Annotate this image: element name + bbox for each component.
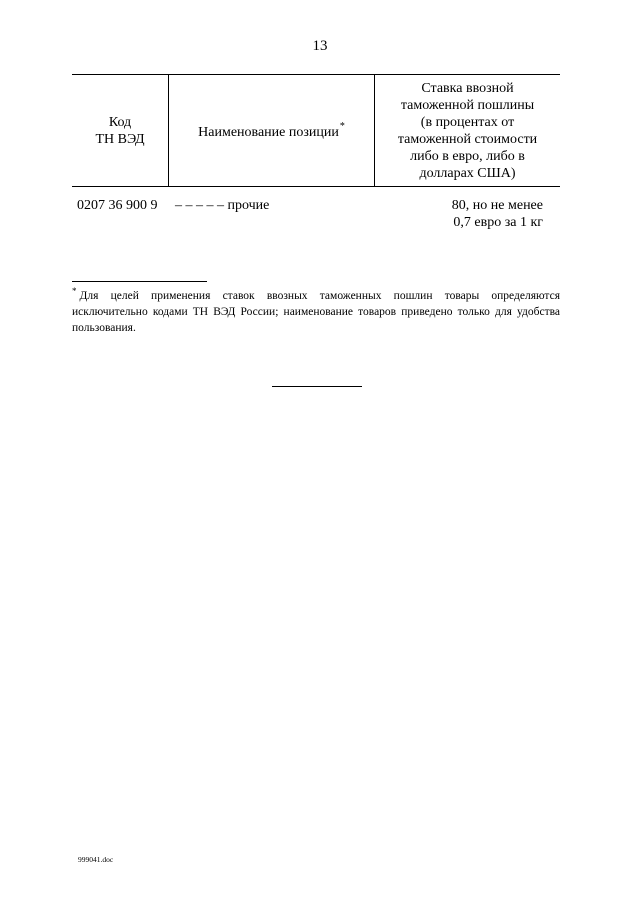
row-name: – – – – – прочие	[175, 198, 270, 213]
page-number: 13	[312, 38, 328, 54]
header-code-cell	[72, 75, 168, 186]
header-rate-line: таможенной стоимости	[397, 131, 538, 147]
header-code-line1: Код	[108, 114, 132, 130]
row-rate-line2: 0,7 евро за 1 кг	[453, 215, 543, 230]
header-name: Наименование позиции	[198, 124, 339, 140]
footnote-marker: *	[72, 286, 77, 296]
header-rate-cell	[375, 75, 560, 186]
header-rate-line: таможенной пошлины	[400, 97, 535, 113]
table-header	[72, 74, 560, 187]
footnote	[72, 288, 560, 336]
footnote-text: Для целей применения ставок ввозных таможенных пошлин товары определяются исключительно кодами ТН ВЭД России; наименование товаров приведено только для удобства пользования.	[72, 290, 560, 334]
header-code-line2: ТН ВЭД	[95, 131, 145, 147]
row-rate	[380, 197, 560, 231]
header-name-wrap	[198, 120, 345, 142]
row-code: 0207 36 900 9	[77, 198, 158, 213]
footnote-marker: *	[339, 120, 345, 132]
row-rate-line1: 80, но не менее	[451, 198, 543, 213]
header-rate-line: долларах США)	[419, 165, 516, 181]
header-name-cell	[169, 75, 374, 186]
table-row	[77, 197, 560, 237]
header-rate-line: Ставка ввозной	[421, 80, 514, 96]
end-separator	[272, 386, 362, 387]
header-rate-line: (в процентах от	[420, 114, 515, 130]
footnote-separator	[72, 281, 207, 282]
header-rate-line: либо в евро, либо в	[410, 148, 525, 164]
document-id: 999041.doc	[78, 855, 114, 864]
